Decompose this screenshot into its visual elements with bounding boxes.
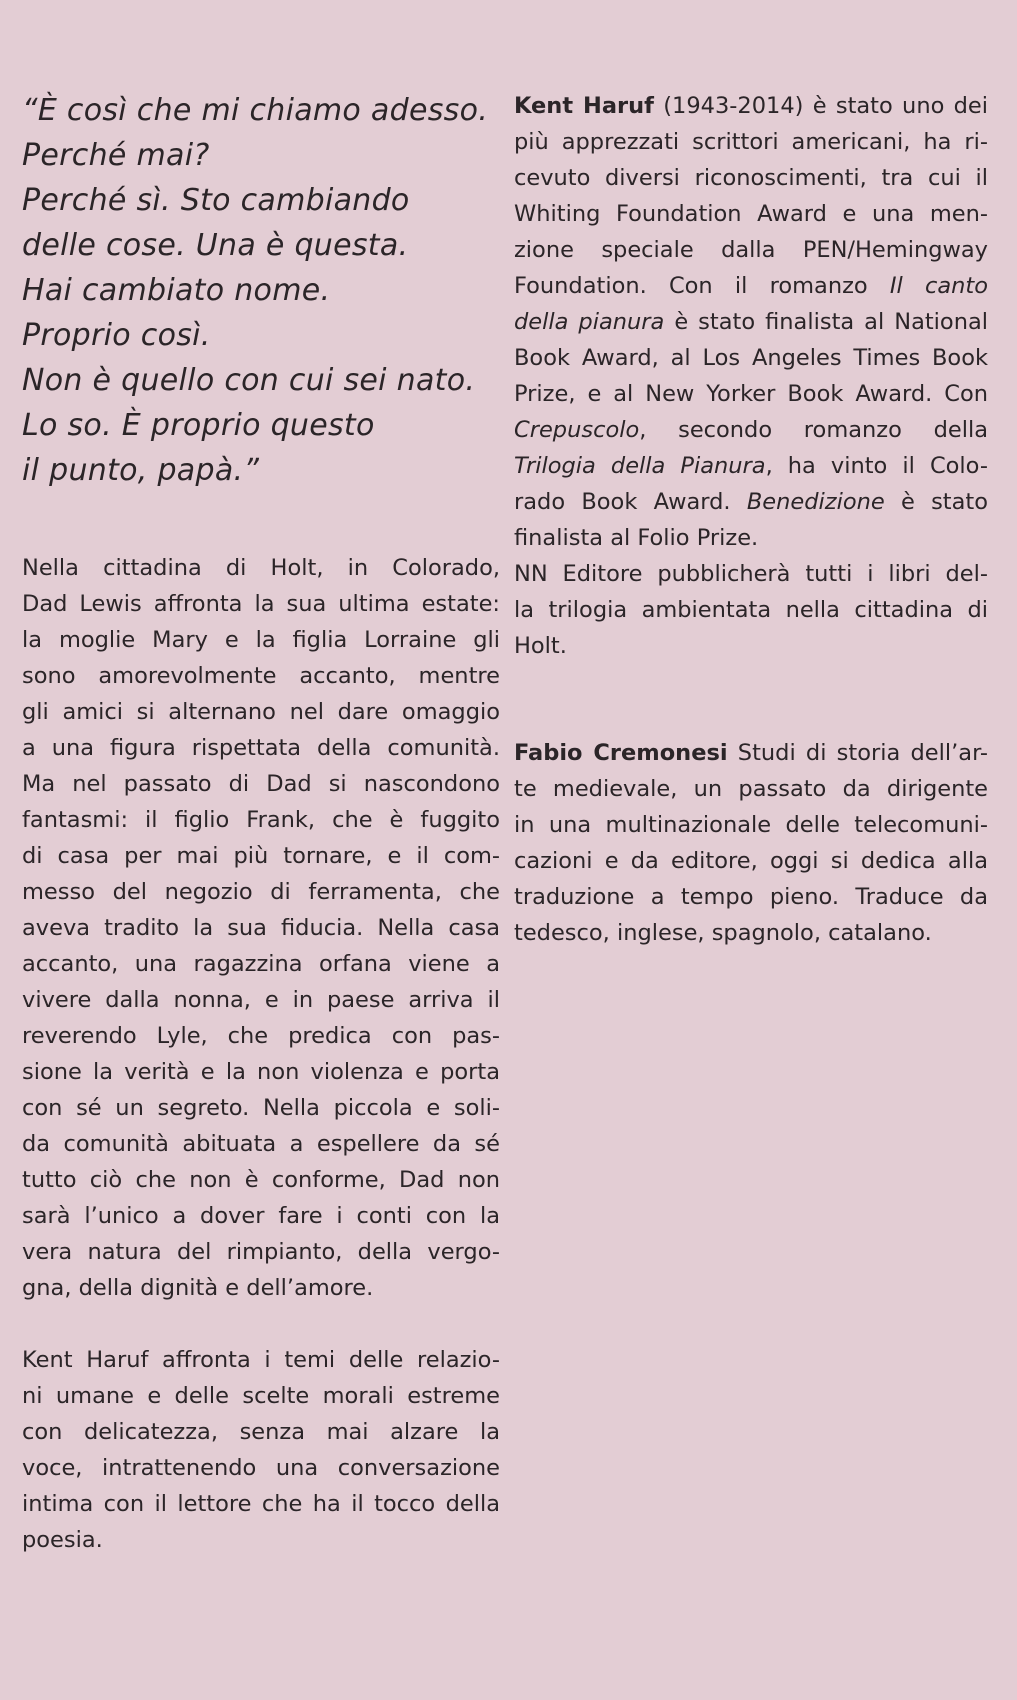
- quote-line: Hai cambiato nome.: [22, 273, 331, 308]
- translator-bio-text: Studi di storia dell’ar-: [727, 740, 989, 766]
- synopsis-line: sione la verità e la non violenza e porta: [22, 1059, 500, 1085]
- translator-name: Fabio Cremonesi: [514, 740, 728, 766]
- author-bio-text: (1943-2014) è stato uno dei: [653, 93, 989, 119]
- synopsis-line: fantasmi: il figlio Frank, che è fuggito: [22, 807, 500, 833]
- editor-note-line: Holt.: [514, 633, 567, 659]
- synopsis-line: di casa per mai più tornare, e il com-: [22, 843, 500, 869]
- synopsis-line: gli amici si alternano nel dare omaggio: [22, 699, 500, 725]
- synopsis-line: accanto, una ragazzina orfana viene a: [22, 951, 500, 977]
- synopsis-line: tutto ciò che non è conforme, Dad non: [22, 1167, 500, 1193]
- book-title-italic: Il canto: [889, 273, 988, 299]
- author-bio-line: zione speciale dalla PEN/Hemingway: [514, 237, 988, 263]
- book-title-italic: della pianura: [514, 309, 665, 335]
- author-bio-line: Book Award, al Los Angeles Times Book: [514, 345, 988, 371]
- closing-line: poesia.: [22, 1527, 103, 1553]
- closing-line: voce, intrattenendo una conversazione: [22, 1455, 500, 1481]
- author-bio-text: è stato: [884, 489, 988, 515]
- author-bio-text: è stato finalista al National: [664, 309, 988, 335]
- quote-line: Perché mai?: [22, 138, 210, 173]
- quote-line: Lo so. È proprio questo: [22, 408, 375, 443]
- book-title-italic: Crepuscolo: [514, 417, 640, 443]
- author-bio-line: [514, 88, 988, 124]
- quote-line: il punto, papà.”: [22, 453, 260, 488]
- quote-line: Proprio così.: [22, 318, 211, 353]
- closing-paragraph: [22, 1342, 500, 1558]
- author-bio-text: , secondo romanzo della: [639, 417, 988, 443]
- editor-note: [514, 556, 988, 664]
- synopsis-line: vera natura del rimpianto, della vergo-: [22, 1239, 500, 1265]
- closing-line: intima con il lettore che ha il tocco della: [22, 1491, 500, 1517]
- synopsis-line: da comunità abituata a espellere da sé: [22, 1131, 500, 1157]
- synopsis-paragraph: [22, 550, 500, 1306]
- quote-line: “È così che mi chiamo adesso.: [22, 93, 489, 128]
- translator-bio-line: te medievale, un passato da dirigente: [514, 776, 988, 802]
- translator-bio: [514, 735, 988, 951]
- author-bio-text: , ha vinto il Colo-: [765, 453, 988, 479]
- synopsis-line: aveva tradito la sua fiducia. Nella casa: [22, 915, 500, 941]
- synopsis-line: Nella cittadina di Holt, in Colorado,: [22, 555, 500, 581]
- synopsis-line: Dad Lewis affronta la sua ultima estate:: [22, 591, 500, 617]
- quote-line: Perché sì. Sto cambiando: [22, 183, 410, 218]
- translator-bio-line: tedesco, inglese, spagnolo, catalano.: [514, 920, 932, 946]
- translator-bio-line: traduzione a tempo pieno. Traduce da: [514, 884, 988, 910]
- right-column: [514, 88, 988, 951]
- author-bio-line: più apprezzati scrittori americani, ha ri-: [514, 129, 988, 155]
- translator-bio-line: cazioni e da editore, oggi si dedica alla: [514, 848, 988, 874]
- left-column: [22, 88, 500, 1558]
- synopsis-line: messo del negozio di ferramenta, che: [22, 879, 500, 905]
- synopsis-line: sarà l’unico a dover fare i conti con la: [22, 1203, 500, 1229]
- author-bio-line: cevuto diversi riconoscimenti, tra cui il: [514, 165, 988, 191]
- synopsis-line: Ma nel passato di Dad si nascondono: [22, 771, 500, 797]
- author-bio-text: rado Book Award.: [514, 489, 747, 515]
- author-bio-line: [514, 304, 988, 340]
- synopsis-line: reverendo Lyle, che predica con pas-: [22, 1023, 500, 1049]
- author-bio-line: finalista al Folio Prize.: [514, 525, 759, 551]
- synopsis-line: vivere dalla nonna, e in paese arriva il: [22, 987, 500, 1013]
- closing-line: ni umane e delle scelte morali estreme: [22, 1383, 500, 1409]
- editor-note-line: la trilogia ambientata nella cittadina di: [514, 597, 988, 623]
- synopsis-line: a una figura rispettata della comunità.: [22, 735, 500, 761]
- author-bio-line: [514, 412, 988, 448]
- synopsis-line: la moglie Mary e la figlia Lorraine gli: [22, 627, 500, 653]
- book-title-italic: Benedizione: [746, 489, 885, 515]
- quote-line: Non è quello con cui sei nato.: [22, 363, 476, 398]
- author-bio-text: Foundation. Con il romanzo: [514, 273, 890, 299]
- quote-line: delle cose. Una è questa.: [22, 228, 409, 263]
- author-bio: [514, 88, 988, 556]
- author-bio-line: [514, 448, 988, 484]
- translator-bio-line: [514, 735, 988, 771]
- series-title-italic: Trilogia della Pianura: [514, 453, 766, 479]
- author-name: Kent Haruf: [514, 93, 654, 119]
- excerpt-quote: [22, 88, 500, 493]
- author-bio-line: [514, 268, 988, 304]
- translator-bio-line: in una multinazionale delle telecomuni-: [514, 812, 988, 838]
- author-bio-line: [514, 484, 988, 520]
- author-bio-line: Whiting Foundation Award e una men-: [514, 201, 988, 227]
- synopsis-line: con sé un segreto. Nella piccola e soli-: [22, 1095, 500, 1121]
- closing-line: con delicatezza, senza mai alzare la: [22, 1419, 500, 1445]
- editor-note-line: NN Editore pubblicherà tutti i libri del-: [514, 561, 988, 587]
- author-bio-line: Prize, e al New Yorker Book Award. Con: [514, 381, 988, 407]
- synopsis-line: sono amorevolmente accanto, mentre: [22, 663, 500, 689]
- synopsis-line: gna, della dignità e dell’amore.: [22, 1275, 374, 1301]
- closing-line: Kent Haruf affronta i temi delle relazio-: [22, 1347, 500, 1373]
